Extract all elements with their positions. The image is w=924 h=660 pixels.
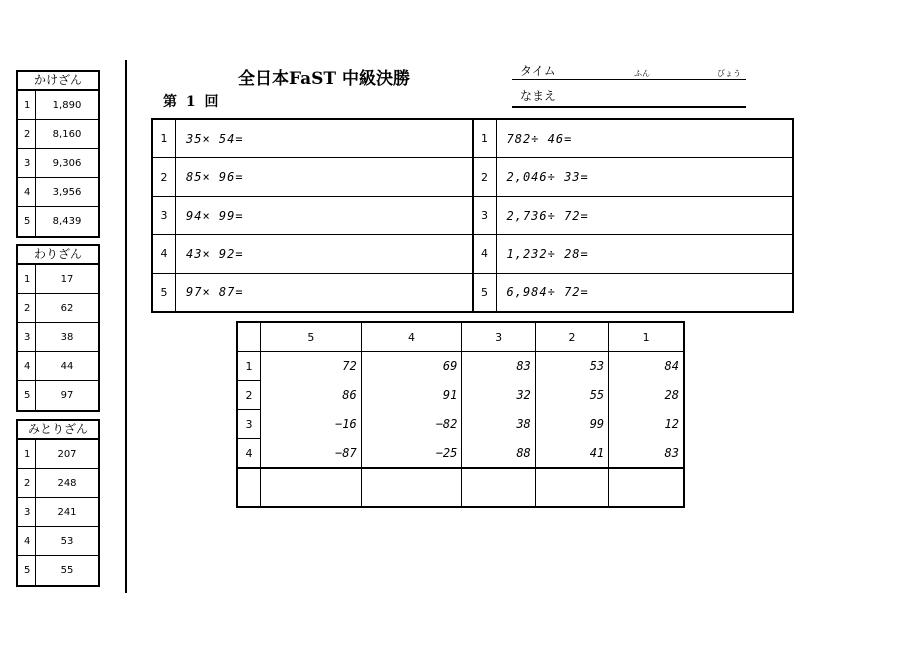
problem-row: 2 2,046÷ 33=	[474, 158, 793, 196]
answer-cell[interactable]	[609, 468, 684, 507]
seconds-label: びょう	[717, 69, 741, 78]
answer-cell[interactable]	[361, 468, 462, 507]
time-label: タイム	[520, 64, 556, 78]
key-title: かけざん	[18, 72, 98, 91]
key-row: 5 97	[18, 381, 98, 410]
column-header: 5	[261, 322, 362, 352]
mitori-header-row	[237, 322, 684, 352]
column-header: 4	[361, 322, 462, 352]
table-row: 4 −87 −25 88 41 83	[237, 439, 684, 469]
problem-row: 5 6,984÷ 72=	[474, 274, 793, 311]
key-row: 2 62	[18, 294, 98, 323]
key-mitori	[16, 419, 100, 587]
table-row: 2 86 91 32 55 28	[237, 381, 684, 410]
name-field[interactable]	[512, 106, 746, 108]
key-title: みとりざん	[18, 421, 98, 440]
cut-line	[125, 60, 127, 593]
key-row: 4 44	[18, 352, 98, 381]
key-title: わりざん	[18, 246, 98, 265]
key-row: 1 17	[18, 265, 98, 294]
key-row: 1 207	[18, 440, 98, 469]
problem-row: 5 97× 87=	[153, 274, 472, 311]
key-row: 5 55	[18, 556, 98, 585]
minutes-label: ふん	[634, 69, 650, 78]
problems-grid	[151, 118, 794, 313]
problem-row: 4 1,232÷ 28=	[474, 235, 793, 273]
answer-cell[interactable]	[462, 468, 535, 507]
key-row: 3 241	[18, 498, 98, 527]
key-division	[16, 244, 100, 412]
time-field[interactable]	[512, 79, 746, 80]
table-row: 1 72 69 83 53 84	[237, 352, 684, 381]
key-row: 5 8,439	[18, 207, 98, 236]
answer-row	[237, 468, 684, 507]
round-label: 第 1 回	[163, 94, 221, 110]
key-row: 3 9,306	[18, 149, 98, 178]
key-row: 2 248	[18, 469, 98, 498]
problem-row: 4 43× 92=	[153, 235, 472, 273]
column-header: 3	[462, 322, 535, 352]
key-multiplication	[16, 70, 100, 238]
column-header: 2	[535, 322, 608, 352]
multiplication-column	[153, 120, 474, 311]
problem-row: 1 35× 54=	[153, 120, 472, 158]
page-title: 全日本FaST 中級決勝	[238, 69, 411, 89]
table-row: 3 −16 −82 38 99 12	[237, 410, 684, 439]
name-label: なまえ	[520, 89, 557, 103]
problem-row: 3 94× 99=	[153, 197, 472, 235]
answer-cell[interactable]	[535, 468, 608, 507]
key-row: 2 8,160	[18, 120, 98, 149]
key-row: 4 53	[18, 527, 98, 556]
problem-row: 3 2,736÷ 72=	[474, 197, 793, 235]
division-column	[474, 120, 793, 311]
key-row: 3 38	[18, 323, 98, 352]
key-row: 4 3,956	[18, 178, 98, 207]
answer-cell[interactable]	[261, 468, 362, 507]
problem-row: 1 782÷ 46=	[474, 120, 793, 158]
problem-row: 2 85× 96=	[153, 158, 472, 196]
column-header: 1	[609, 322, 684, 352]
mitori-table	[236, 321, 685, 508]
key-row: 1 1,890	[18, 91, 98, 120]
